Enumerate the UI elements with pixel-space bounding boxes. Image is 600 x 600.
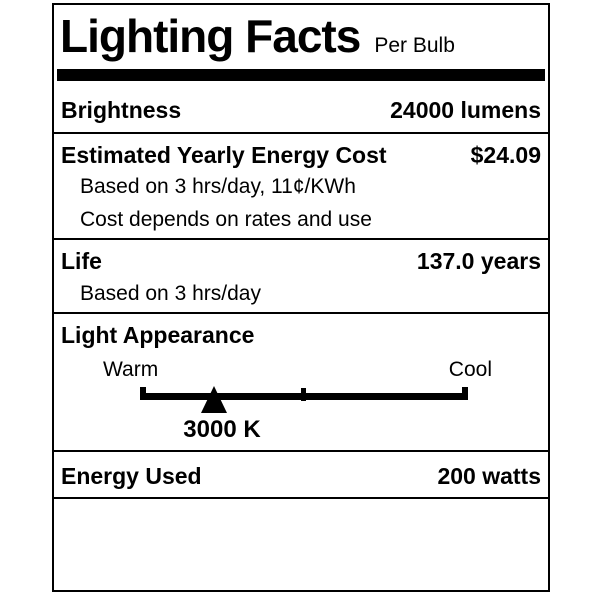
- label-subtitle: Per Bulb: [374, 34, 455, 57]
- brightness-row: [54, 81, 548, 134]
- header-separator-bar: [57, 69, 545, 81]
- energy-cost-note-basis: Based on 3 hrs/day, 11¢/KWh: [80, 175, 356, 198]
- life-value: 137.0 years: [416, 248, 541, 274]
- energy-cost-section: [54, 134, 548, 240]
- energy-cost-value: $24.09: [470, 142, 541, 168]
- cool-label: Cool: [448, 358, 492, 381]
- life-section: [54, 240, 548, 314]
- scale-tick-right: [462, 387, 468, 400]
- energy-cost-label: Estimated Yearly Energy Cost: [61, 142, 387, 168]
- brightness-value: 24000 lumens: [390, 97, 541, 123]
- life-note-basis: Based on 3 hrs/day: [80, 282, 261, 305]
- light-appearance-section: [54, 314, 548, 452]
- lighting-facts-label: [52, 3, 550, 592]
- energy-cost-row: [61, 143, 541, 167]
- scale-tick-left: [140, 387, 146, 400]
- life-label: Life: [61, 248, 102, 274]
- label-title: Lighting Facts: [60, 10, 361, 62]
- warm-label: Warm: [103, 358, 159, 381]
- label-header: [54, 5, 548, 69]
- light-appearance-label: Light Appearance: [61, 322, 255, 348]
- temperature-marker-icon: [201, 386, 227, 413]
- energy-cost-note-disclaimer: Cost depends on rates and use: [80, 208, 372, 231]
- energy-used-row: [54, 452, 548, 499]
- life-row: [61, 249, 541, 273]
- scale-tick-middle: [301, 388, 306, 401]
- kelvin-value: 3000 K: [183, 416, 261, 443]
- brightness-label: Brightness: [61, 97, 182, 123]
- warm-cool-scale-labels: [103, 359, 492, 380]
- energy-used-label: Energy Used: [61, 463, 202, 489]
- energy-used-value: 200 watts: [437, 463, 541, 489]
